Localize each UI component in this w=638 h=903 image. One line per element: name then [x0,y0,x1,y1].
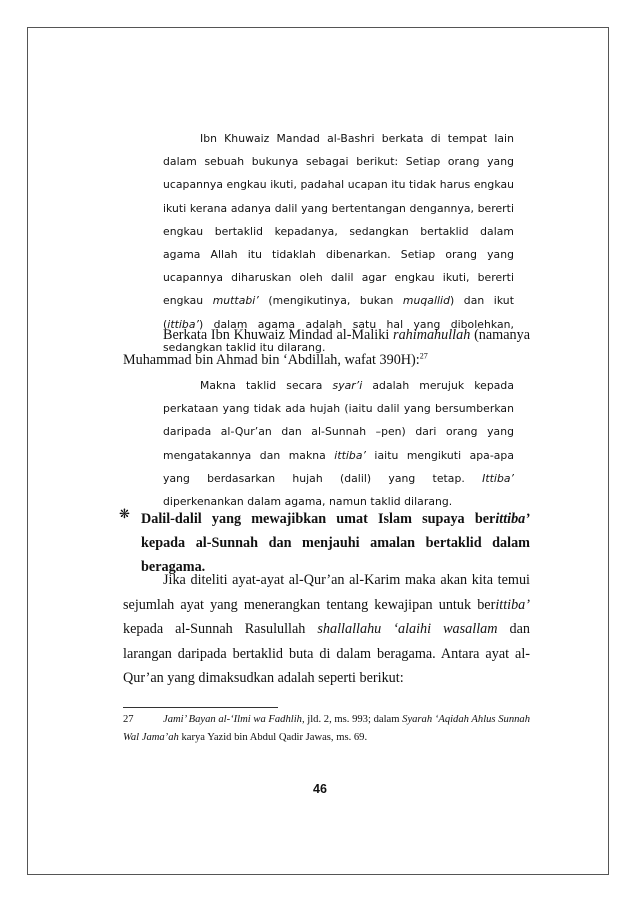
paragraph-1-text-2: (namanya Muhammad bin Ahmad bin ‘Abdillah, wafat 390H): [123,327,531,368]
footnote-reference[interactable]: 27 [419,350,428,360]
term-shallallahu: shallallahu ‘alaihi wasallam [317,621,498,638]
term-rahimahullah: rahimahullah [393,327,471,343]
quote-2-text-3: iaitu mengikuti apa-apa yang berdasarkan hujah (dalil) yang tetap. [163,448,514,485]
paragraph-2-text-3: dan larangan daripada bertaklid buta di dalam beragama. Antara ayat al-Qur’an yang dimaksudkan adalah seperti berikut: [123,621,530,687]
heading-term-ittiba: ittiba’ [495,511,530,527]
footnote-divider [123,707,278,708]
term-syari: syar’i [332,379,363,392]
paragraph-2-text-2: kepada al-Sunnah Rasulullah [123,621,318,638]
footnote-title-2: Syarah ‘Aqidah Ahlus Sunnah Wal Jama’ah [123,714,531,743]
quote-1-text-4: ) dalam agama adalah satu hal yang dibolehkan, sedangkan taklid itu dilarang. [163,317,514,354]
paragraph-1-text: Berkata Ibn Khuwaiz Mindad al-Maliki [163,327,394,343]
heading-text: Dalil-dalil yang mewajibkan umat Islam supaya ber [141,511,496,527]
footnote-text-2: karya Yazid bin Abdul Qadir Jawas, ms. 69. [178,732,368,743]
paragraph-2 [123,568,530,691]
quote-1-text: Ibn Khuwaiz Mandad al-Bashri berkata di tempat lain dalam sebuah bukunya sebagai berikut: Setiap orang yang ucapannya engkau ikuti, padahal ucapan itu tidak harus engkau ikuti kerana adanya dalil yang bertentangan dengannya, bererti engkau bertaklid kepadanya, sedangkan bertaklid dalam agama Allah itu tidaklah dibenarkan. Setiap orang yang ucapannya diharuskan oleh dalil agar engkau ikuti, bererti engkau [163,132,514,308]
footnote [123,711,530,747]
bullet-flower-icon: ❋ [119,507,130,522]
term-ittiba: ittiba’ [495,596,530,613]
quote-1-text-3: ) dan ikut ( [163,294,514,331]
page-number: 46 [313,782,327,796]
footnote-number: 27 [123,714,134,725]
quote-1-text-2: (mengikutinya, bukan [258,294,403,308]
quote-2-text-4: diperkenankan dalam agama, namun taklid dilarang. [163,495,453,509]
term-muqallid: muqallid [402,294,451,308]
term-ittiba-cap: Ittiba’ [482,471,514,485]
paragraph-2-text: Jika diteliti ayat-ayat al-Qur’an al-Karim maka akan kita temui sejumlah ayat yang menerangkan tentang kewajipan untuk ber [123,572,530,613]
term-muttabi: muttabi’ [212,294,259,308]
heading-text-2: kepada al-Sunnah dan menjauhi amalan bertaklid dalam beragama. [141,534,530,575]
quote-2-text: Makna taklid secara [200,379,333,392]
term-ittiba: ittiba’ [334,448,366,462]
footnote-title-1: Jami’ Bayan al-‘Ilmi wa Fadhlih [163,714,302,725]
quote-2-text-2: adalah merujuk kepada perkataan yang tidak ada hujah (iaitu dalil yang bersumberkan daripada al-Qur’an dan al-Sunnah –pen) dari orang yang mengatakannya dan makna [163,379,514,462]
footnote-text: , jld. 2, ms. 993; dalam [301,714,403,725]
quote-block-2 [163,374,514,513]
paragraph-1 [123,323,530,372]
term-ittiba: ittiba’ [167,317,199,331]
